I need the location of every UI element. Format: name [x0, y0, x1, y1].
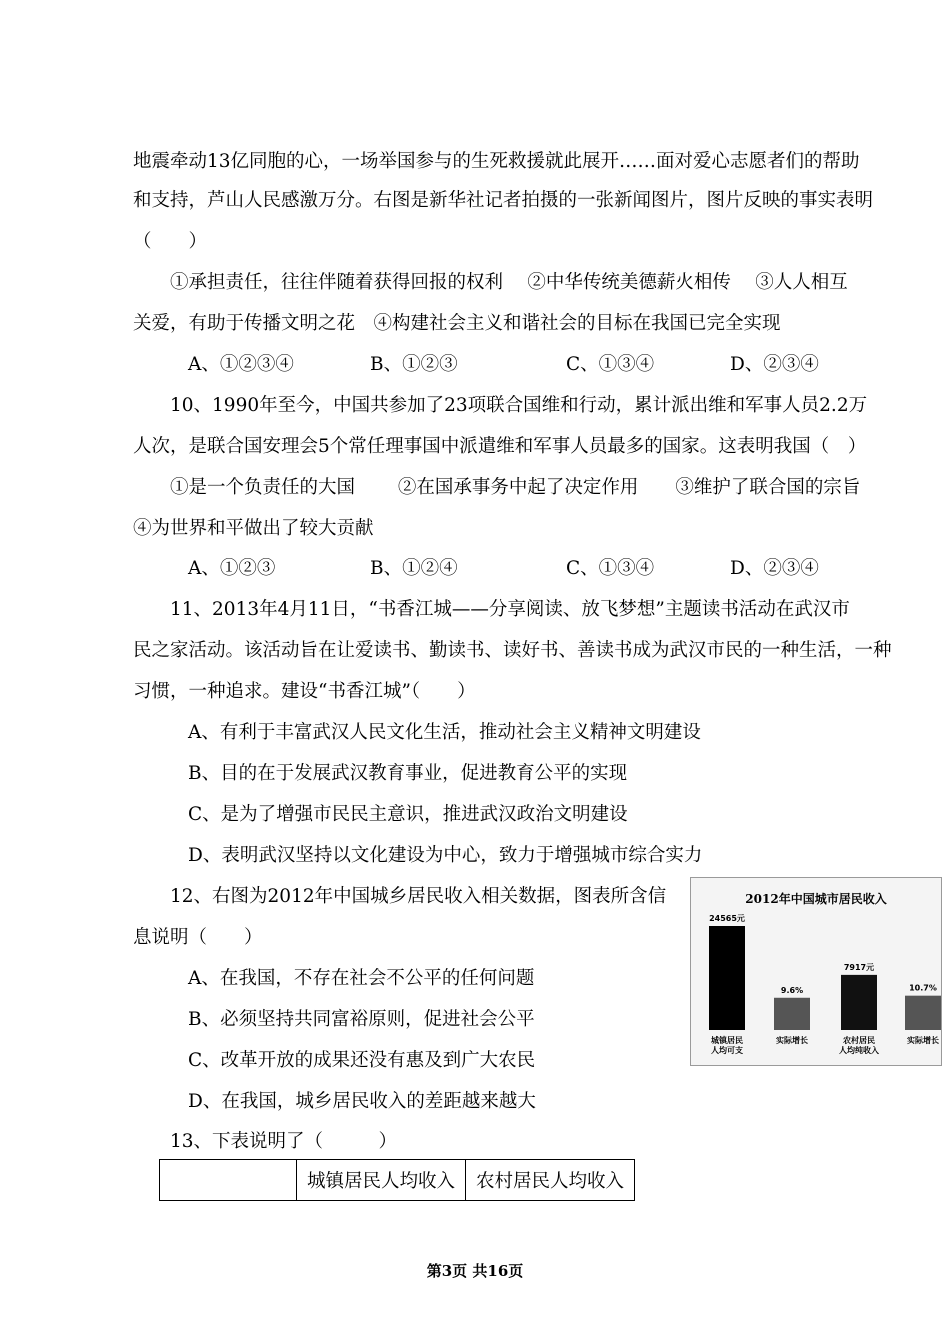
- q10-line-1: 10、1990年至今，中国共参加了23项联合国维和行动，累计派出维和军事人员2.2万: [170, 395, 868, 416]
- q10-option-a: A、①②③: [188, 558, 276, 579]
- q11-option-d: D、表明武汉坚持以文化建设为中心，致力于增强城市综合实力: [188, 845, 703, 866]
- q12-option-b: B、必须坚持共同富裕原则，促进社会公平: [188, 1009, 535, 1030]
- q11-line-3: 习惯，一种追求。建设“书香江城”（ ）: [133, 681, 476, 702]
- q12-option-c: C、改革开放的成果还没有惠及到广大农民: [188, 1050, 536, 1071]
- q9-statements-line-2: 关爱，有助于传播文明之花 ④构建社会主义和谐社会的目标在我国已完全实现: [133, 313, 781, 334]
- chart-value-label-1: 9.6%: [780, 985, 804, 995]
- q11-line-1: 11、2013年4月11日，“书香江城——分享阅读、放飞梦想”主题读书活动在武汉市: [170, 599, 850, 620]
- chart-category-label-3-0: 实际增长: [907, 1036, 939, 1045]
- chart-category-label-2-0: 农村居民: [843, 1036, 875, 1045]
- q10-statements-line-1: ①是一个负责任的大国 ②在国承事务中起了决定作用 ③维护了联合国的宗旨: [170, 477, 861, 498]
- chart-category-label-2-1: 人均纯收入: [839, 1046, 879, 1055]
- chart-category-label-0-1: 人均可支: [711, 1046, 743, 1055]
- q9-line-1: 地震牵动13亿同胞的心，一场举国参与的生死救援就此展开……面对爱心志愿者们的帮助: [133, 151, 860, 172]
- q13-line-1: 13、下表说明了（ ）: [170, 1131, 398, 1152]
- income-chart: [690, 877, 942, 1066]
- table-header-empty: [160, 1160, 297, 1201]
- q9-line-2: 和支持，芦山人民感激万分。右图是新华社记者拍摄的一张新闻图片，图片反映的事实表明: [133, 190, 874, 211]
- q11-option-b: B、目的在于发展武汉教育事业，促进教育公平的实现: [188, 763, 628, 784]
- chart-title: 2012年中国城市居民收入: [745, 892, 887, 906]
- q10-option-b: B、①②④: [370, 558, 458, 579]
- page-footer: 第3页 共16页: [426, 1262, 524, 1280]
- q9-statements-line-1: ①承担责任，往往伴随着获得回报的权利 ②中华传统美德薪火相传 ③人人相互: [170, 272, 848, 293]
- q11-option-a: A、有利于丰富武汉人民文化生活，推动社会主义精神文明建设: [188, 722, 701, 743]
- q10-statements-line-2: ④为世界和平做出了较大贡献: [133, 518, 374, 539]
- q9-options: [0, 353, 950, 377]
- chart-value-label-3: 10.7%: [909, 983, 937, 993]
- chart-category-label-0-0: 城镇居民: [711, 1036, 743, 1045]
- table-header-rural: 农村居民人均收入: [466, 1160, 635, 1201]
- income-table: [159, 1159, 635, 1201]
- q12-option-d: D、在我国，城乡居民收入的差距越来越大: [188, 1091, 536, 1112]
- chart-bar-3: [905, 996, 941, 1030]
- chart-bar-0: [709, 926, 745, 1030]
- q9-option-b: B、①②③: [370, 354, 458, 375]
- q12-option-a: A、在我国，不存在社会不公平的任何问题: [188, 968, 535, 989]
- q11-option-c: C、是为了增强市民民主意识，推进武汉政治文明建设: [188, 804, 628, 825]
- q10-option-c: C、①③④: [566, 558, 655, 579]
- chart-category-label-1-0: 实际增长: [776, 1036, 808, 1045]
- income-chart-svg: [691, 878, 941, 1065]
- q10-option-d: D、②③④: [730, 558, 819, 579]
- q11-line-2: 民之家活动。该活动旨在让爱读书、勤读书、读好书、善读书成为武汉市民的一种生活，一种: [133, 640, 892, 661]
- table-header-urban: 城镇居民人均收入: [297, 1160, 466, 1201]
- chart-value-label-0: 24565元: [709, 914, 745, 923]
- chart-bar-2: [841, 975, 877, 1030]
- chart-bar-1: [774, 998, 810, 1030]
- q9-option-d: D、②③④: [730, 354, 819, 375]
- q9-option-a: A、①②③④: [188, 354, 294, 375]
- q9-answer-blank: （ ）: [133, 231, 208, 252]
- q10-options: [0, 557, 950, 581]
- q9-option-c: C、①③④: [566, 354, 655, 375]
- q10-line-2: 人次，是联合国安理会5个常任理事国中派遣维和军事人员最多的国家。这表明我国（ ）: [133, 436, 867, 457]
- table-header-row: [160, 1160, 635, 1201]
- q12-line-2: 息说明（ ）: [133, 927, 263, 948]
- q12-line-1: 12、右图为2012年中国城乡居民收入相关数据，图表所含信: [170, 886, 667, 907]
- chart-value-label-2: 7917元: [843, 962, 875, 972]
